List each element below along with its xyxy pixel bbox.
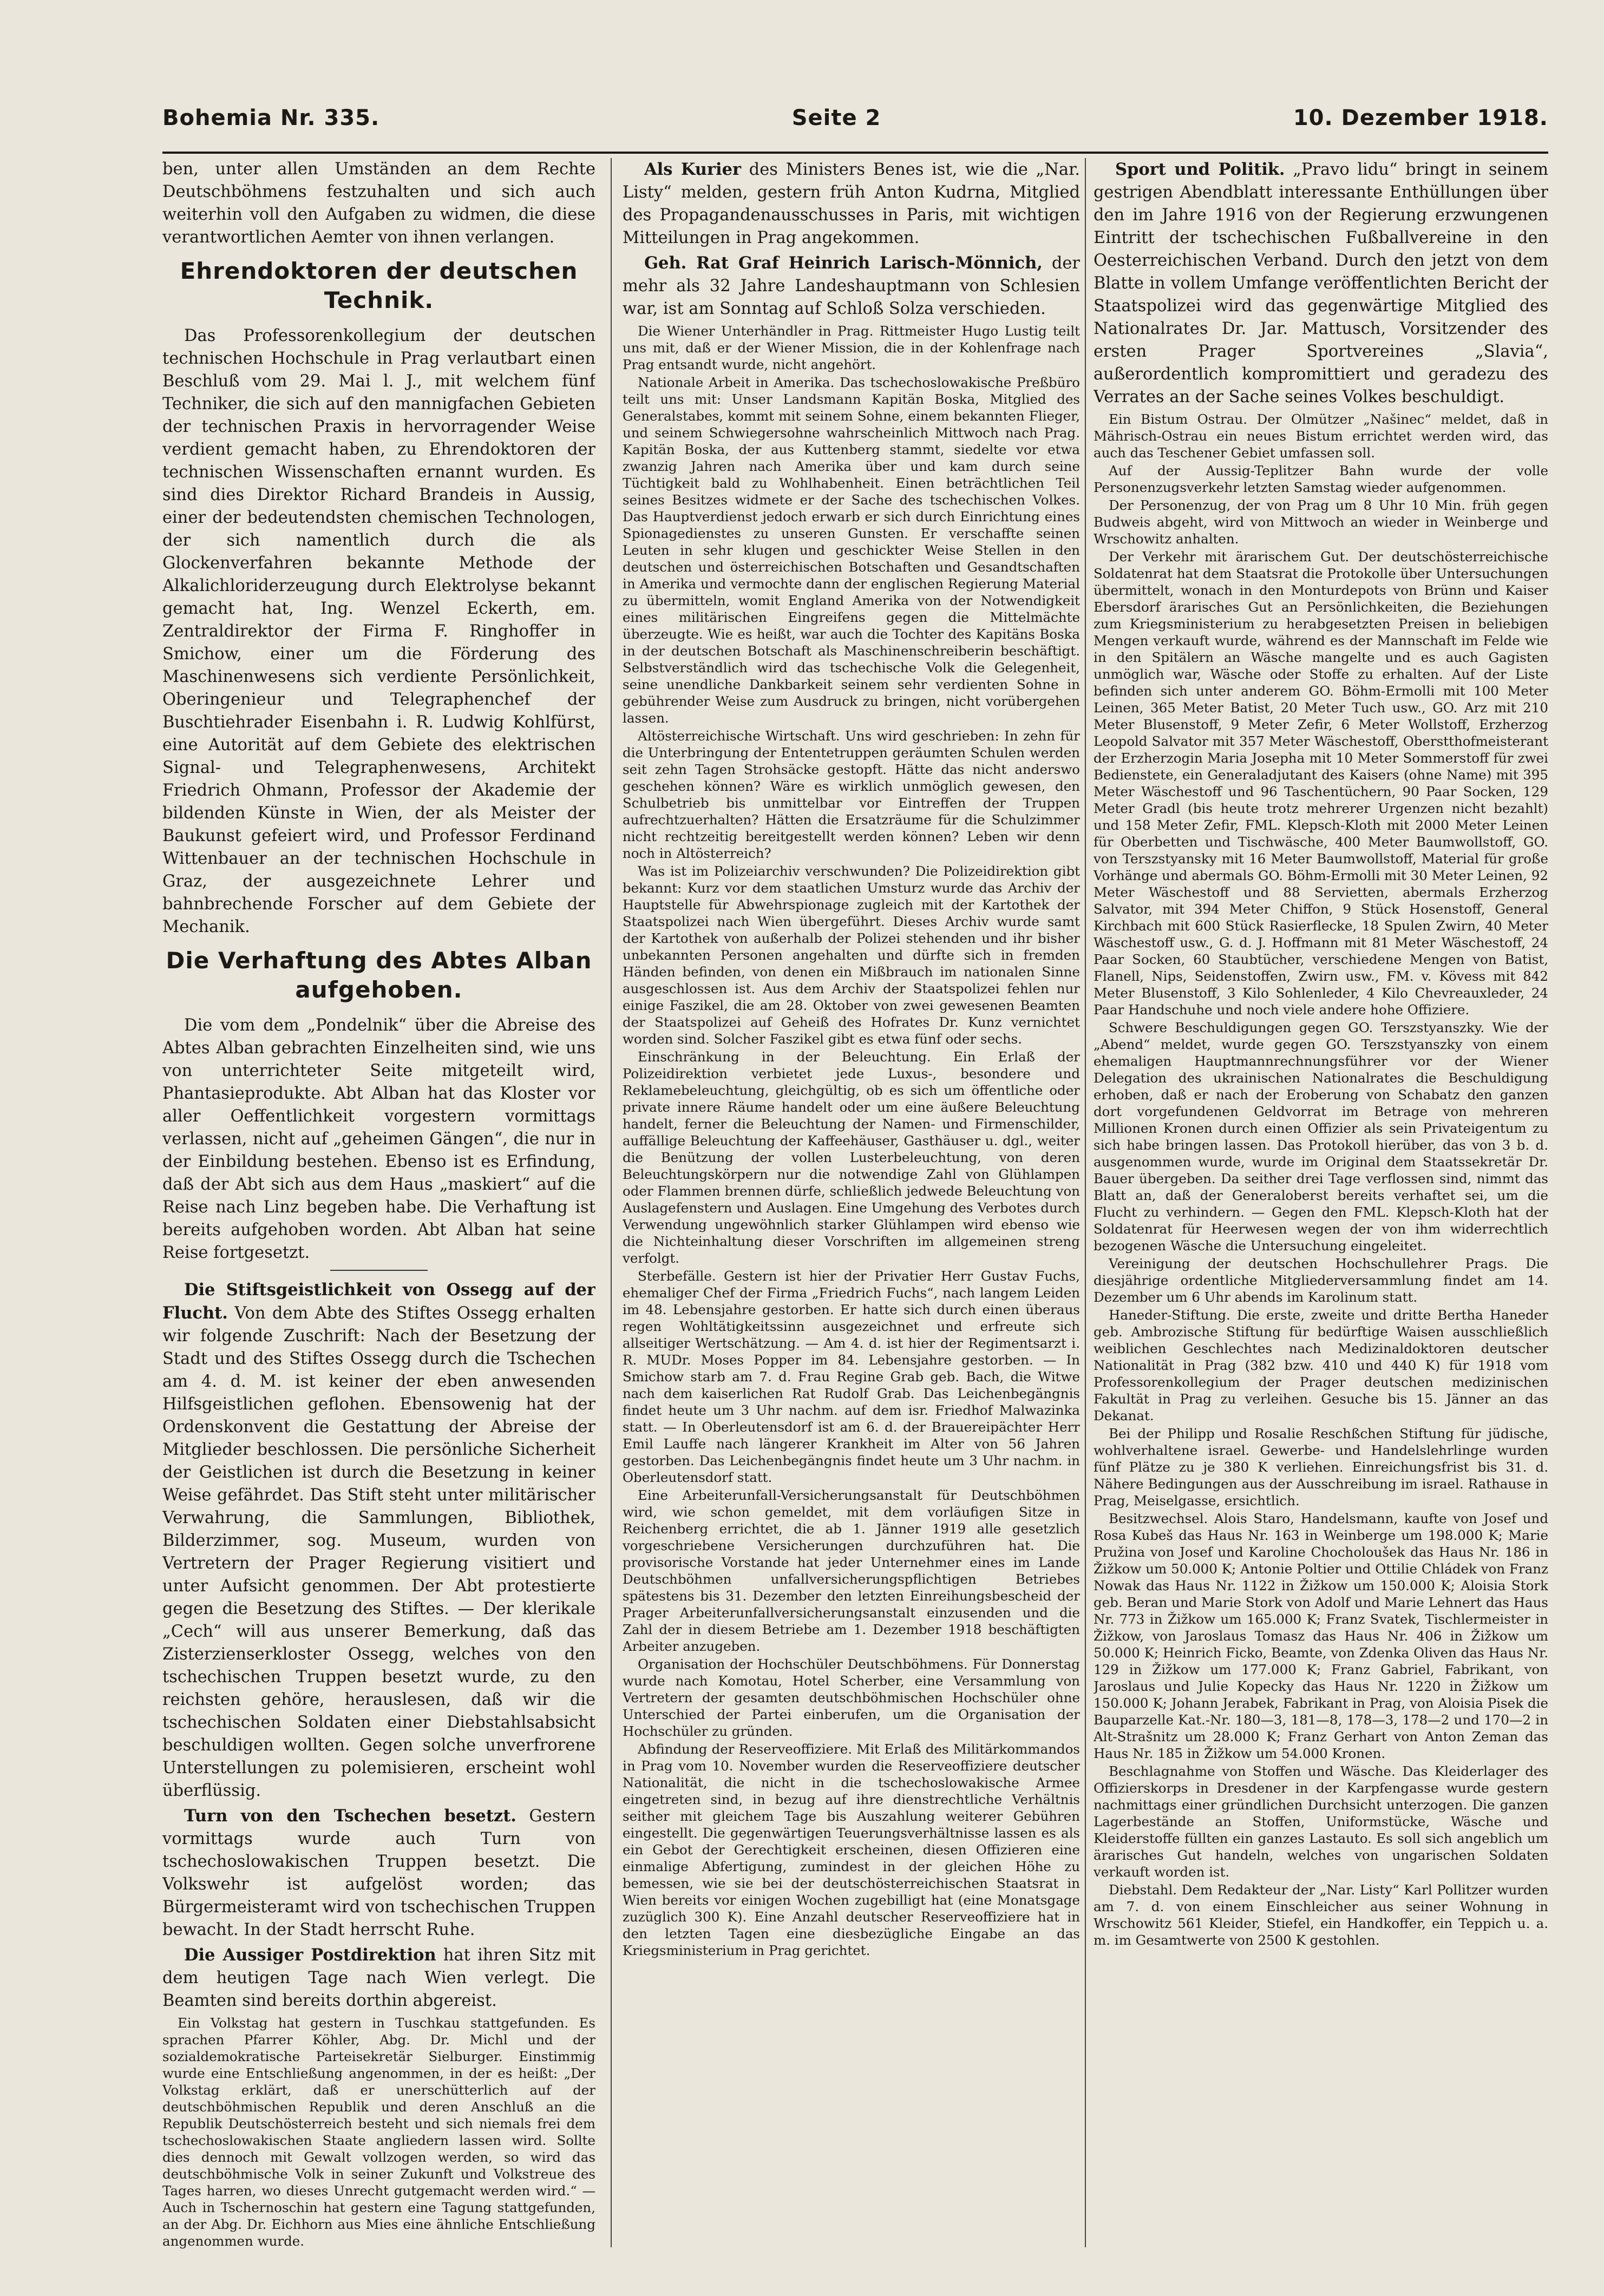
body-larisch: der mehr als 32 Jahre Landeshauptmann von Schlesien war, ist am Sonntag auf Schloß Solza verschieden.	[623, 254, 1080, 318]
separator	[330, 1270, 428, 1271]
body-postdirektion: hat ihren Sitz mit dem heutigen Tage nach Wien verlegt. Die Beamten sind bereits dorthin abgereist.	[162, 1946, 595, 2010]
headline-ehrendoktoren: Ehrendoktoren der deutschen Technik.	[180, 258, 578, 313]
article-continuation: ben, unter allen Umständen an dem Rechte Deutschböhmens festzuhalten und sich auch weiterhin voll den Aufgaben zu widmen, die diese verantwortlichen Aemter von ihnen verlangen.	[162, 160, 595, 247]
article-postdirektion	[162, 1944, 595, 2012]
notice-reserveoffiziere: Abfindung der Reserveoffiziere. Mit Erlaß des Militärkommandos in Prag vom 10. November wurden die Reserveoffiziere deutscher Nationalität, die nicht in die tschechoslowakische Armee eingetreten sind, in bezug auf ihre dienstrechtliche Verhältnis seither mit gleichem Tage bis Auszahlung weiterer Gebühren eingestellt. Die gegenwärtigen Teuerungsverhältnisse lassen es als ein Gebot der Gerechtigkeit erscheinen, diesen Offizieren eine einmalige Abfertigung, zumindest in der gleichen Höhe zu bemessen, wie sie bei der deutschösterreichischen Staatsrat in Wien bereits vor einigen Wochen zugebilligt hat (eine Monatsgage zuzüglich 300 K). Eine Anzahl deutscher Reserveoffiziere hat in den letzten Tagen eine diesbezügliche Eingabe an das Kriegsministerium in Prag gerichtet.	[623, 1741, 1080, 1958]
notice-wiener-unterhaendler: Die Wiener Unterhändler in Prag. Rittmeister Hugo Lustig teilt uns mit, daß er der Wiener Mission, die in der Kohlenfrage nach Prag entsandt wurde, nicht angehört.	[623, 323, 1080, 372]
notice-hochschueler: Organisation der Hochschüler Deutschböhmens. Für Donnerstag wurde nach Komotau, Hotel Scherber, eine Versammlung von Vertretern der gesamten deutschböhmischen Hochschüler ohne Unterschied der Partei einberufen, um die Organisation der Hochschüler zu gründen.	[623, 1656, 1080, 1739]
article-ehrendoktoren: Das Professorenkollegium der deutschen technischen Hochschule in Prag verlautbart einen Beschluß vom 29. Mai l. J., mit welchem fünf Techniker, die sich auf den mannigfachen Gebieten der technischen Praxis in hervorragender Weise verdient gemacht haben, zu Ehrendoktoren der technischen Wissenschaften ernannt wurden. Es sind dies Direktor Richard Brandeis in Aussig, einer der bedeutendsten chemischen Technologen, der sich namentlich durch die als Glockenverfahren bekannte Methode der Alkalichloriderzeugung durch Elektrolyse bekannt gemacht hat, Ing. Wenzel Eckerth, em. Zentraldirektor der Firma F. Ringhoffer in Smichow, einer um die Förderung des Maschinenwesens sich verdiente Persönlichkeit, Oberingenieur und Telegraphenchef der Buschtiehrader Eisenbahn i. R. Ludwig Kohlfürst, eine Autorität auf dem Gebiete des elektrischen Signal- und Telegraphenwesens, Architekt Friedrich Ohmann, Professor der Akademie der bildenden Künste in Wien, der als Meister der Baukunst gefeiert wird, und Professor Ferdinand Wittenbauer an der technischen Hochschule in Graz, der ausgezeichnete Lehrer und bahnbrechende Forscher auf dem Gebiete der Mechanik.	[162, 326, 595, 936]
notice-stiftung: Bei der Philipp und Rosalie Reschßchen Stiftung für jüdische, wohlverhaltene israel. Gewerbe- und Handelslehrlinge wurden fünf Plätze zu je 380 K verliehen. Einreichungsfrist bis 31. d. Nähere Bedingungen aus der Ausschreibung im israel. Rathause in Prag, Meiselgasse, ersichtlich.	[1094, 1426, 1548, 1508]
notice-haneder: Haneder-Stiftung. Die erste, zweite und dritte Bertha Haneder geb. Ambrozische Stiftung für bedürftige Waisen ausschließlich weiblichen Geschlechtes nach Medizinaldoktoren deutscher Nationalität in Prag (382 bzw. 410 und 440 K) für 1918 vom Professorenkollegium der Prager deutschen medizinischen Fakultät in Prag zu verleihen. Gesuche bis 15. Jänner an das Dekanat.	[1094, 1307, 1548, 1423]
column-3	[1094, 158, 1548, 2258]
notice-aerarisches-gut: Der Verkehr mit ärarischem Gut. Der deutschösterreichische Soldatenrat hat dem Staatsrat die Protokolle über Untersuchungen übermittelt, wonach in den Monturdepots von Brünn und Kaiser Ebersdorf ärarisches Gut an Persönlichkeiten, die Beziehungen zum Kriegsministerium zu herabgesetzten Preisen in beliebigen Mengen verkauft wurde, während es der Mannschaft im Felde wie in den Spitälern an Wäsche mangelte und es auch Gagisten unmöglich war, Wäsche oder Stoffe zu erhalten. Auf der Liste befinden sich unter anderem GO. Böhm-Ermolli mit 100 Meter Leinen, 365 Meter Batist, 20 Meter Tuch usw., GO. Arz mit 210 Meter Blusenstoff, 9 Meter Zefir, 6 Meter Wollstoff, Erzherzog Leopold Salvator mit 357 Meter Wäschestoff, Oberstthofmeisterant der Erzherzogin Maria Josepha mit 10 Meter Sommerstoff für zwei Bedienstete, ein Generaladjutant des Kaisers (ohne Name) mit 395 Meter Wäschestoff und 96 Taschentüchern, 90 Paar Socken, 129 Meter Gradl (bis heute trotz mehrerer Urgenzen nicht bezahlt) und 158 Meter Zefir, FML. Klepsch-Kloth mit 2000 Meter Leinen für Oberbetten und Tischwäsche, 400 Meter Baumwollstoff, GO. von Terszstyansky mit 16 Meter Baumwollstoff, Material für große Vorhänge und abermals GO. Böhm-Ermolli mit 30 Meter Leinen, 92 Meter Wäschestoff und 88 Servietten, abermals Erzherzog Salvator, mit 394 Meter Chiffon, 9 Stück Hosenstoff, General Kirchbach mit 600 Stück Rasierflecke, 18 Spulen Zwirn, 40 Meter Wäschestoff usw., G. d. J. Hoffmann mit 81 Meter Wäschestoff, 24 Paar Socken, 60 Staubtücher, verschiedene Mengen von Batist, Flanell, Nips, Seidenstoffen, Zwirn usw., FM. v. Kövess mit 842 Meter Blusenstoff, 3 Kilo Sohlenleder, 4 Kilo Chevreauxleder, 24 Paar Handschuhe und noch viele andere hohe Offiziere.	[1094, 549, 1548, 1018]
notice-versicherung: Eine Arbeiterunfall-Versicherungsanstalt für Deutschböhmen wird, wie schon gemeldet, mit dem vorläufigen Sitze in Reichenberg errichtet, die ab 1. Jänner 1919 alle gesetzlich vorgeschriebene Versicherungen durchzuführen hat. Die provisorische Vorstande hat jeder Unternehmer eines im Lande Deutschböhmen unfallversicherungspflichtigen Betriebes spätestens bis 31. Dezember den letzten Einreihungsbescheid der Prager Arbeiterunfallversicherungsanstalt einzusenden und die Zahl der in diesem Betriebe am 1. Dezember 1918 beschäftigten Arbeiter anzugeben.	[623, 1487, 1080, 1654]
notice-polizeiarchiv: Was ist im Polizeiarchiv verschwunden? Die Polizeidirektion gibt bekannt: Kurz vor dem staatlichen Umsturz wurde das Archiv der Hauptstelle für Abwehrspionage zugleich mit der Kartothek der Staatspolizei nach Wien übergeführt. Dieses Archiv wurde samt der Kartothek von außerhalb der Polizei stehenden und ihr bisher unbekannten Personen angehalten und dürfte sich in fremden Händen befinden, von denen ein Mißbrauch im nationalen Sinne ausgeschlossen ist. Aus dem Archiv der Staatspolizei fehlen nur einige Faszikel, die am 28. Oktober von zwei gewesenen Beamten der Staatspolizei auf Geheiß des Hofrates Dr. Kunz vernichtet worden sind. Solcher Faszikel gibt es etwa fünf oder sechs.	[623, 863, 1080, 1047]
notice-diebstahl: Diebstahl. Dem Redakteur der „Nar. Listy“ Karl Pollitzer wurden am 7. d. von einem Einschleicher aus seiner Wohnung in Wrschowitz 561 Kleider, Stiefel, ein Handkoffer, ein Teppich u. a. m. im Gesamtwerte von 2500 K gestohlen.	[1094, 1882, 1548, 1948]
article-sport-politik	[1094, 158, 1548, 409]
article-volkstag: Ein Volkstag hat gestern in Tuschkau stattgefunden. Es sprachen Pfarrer Köhler, Abg. Dr. Michl und der sozialdemokratische Parteisekretär Sielburger. Einstimmig wurde eine Entschließung angenommen, in der es heißt: „Der Volkstag erklärt, daß er unerschütterlich auf der deutschböhmischen Republik und deren Anschluß an die Republik Deutschösterreich besteht und sich niemals frei dem tschechoslowakischen Staate angliedern lassen wird. Sollte dies dennoch mit Gewalt vollzogen werden, so wird das deutschböhmische Volk in seiner Zukunft und Volkstreue des Tages harren, wo dieses Unrecht gutgemacht werden wird.“ — Auch in Tschernoschin hat gestern eine Tagung stattgefunden, an der Abg. Dr. Eichhorn aus Mies eine ähnliche Entschließung angenommen wurde.	[162, 2015, 595, 2249]
notice-hochschullehrer: Vereinigung der deutschen Hochschullehrer Prags. Die diesjährige ordentliche Mitgliederversammlung findet am 14. Dezember um 6 Uhr abends im Karolinum statt.	[1094, 1256, 1548, 1305]
page-header	[162, 106, 1548, 149]
notice-besitzwechsel: Besitzwechsel. Alois Staro, Handelsmann, kaufte von Josef und Rosa Kubeš das Haus Nr. 163 in Weinberge um 198.000 K; Marie Pružina von Josef und Karoline Chocholoušek das Haus Nr. 186 in Žižkow um 50.000 K; Antonie Poltier und Ottilie Chládek von Franz Nowak das Haus Nr. 1122 in Žižkow um 150.000 K; Aloisia Stork geb. Beran und Marie Stork von Adolf und Marie Lehnert das Haus Nr. 773 in Žižkow um 165.000 K; Franz Svatek, Tischlermeister in Žižkow, von Jaroslaus Tomasz das Haus Nr. 406 in Žižkow um 50.000 K; Heinrich Ficko, Beamte, von Zdenka Oliven das Haus Nr. 129 in Žižkow um 177.000 K; Franz Gabriel, Fabrikant, von Jaroslaus und Julie Kopecky das Haus Nr. 1220 in Žižkow um 150.000 K; Johann Jerabek, Fabrikant in Prag, von Aloisia Pisek die Bauparzelle Kat.-Nr. 180—3, 181—8, 178—3, 178—2 und 170—2 in Alt-Strašnitz um 28.000 K; Franz Gerhart von Anton Zeman das Haus Nr. 185 in Žižkow um 54.000 Kronen.	[1094, 1511, 1548, 1761]
article-larisch	[623, 252, 1080, 320]
notice-beschuldigungen: Schwere Beschuldigungen gegen GO. Terszstyanszky. Wie der „Abend“ meldet, wurde gegen GO. Terszstyanszky von einem ehemaligen Hauptmannrechnungsführer vor der Wiener Delegation des ukrainischen Nationalrates die Beschuldigung erhoben, daß er nach der Eroberung von Schabatz den ganzen dort vorgefundenen Geldvorrat im Betrage von mehreren Millionen Kronen durch einen Offizier als sein Privateigentum zu sich habe bringen lassen. Das Protokoll hierüber, das von 3 b. d. ausgenommen wurde, wurde im Original dem Staatssekretär Dr. Bauer übergeben. Da seither drei Tage verflossen sind, nimmt das Blatt an, daß der Generaloberst bereits verhaftet sei, um die Flucht zu verhindern. — Gegen den FML. Klepsch-Kloth hat der Soldatenrat für Heerwesen wegen der von ihm widerrechtlich bezogenen Wäsche die Untersuchung eingeleitet.	[1094, 1020, 1548, 1254]
article-turn	[162, 1805, 595, 1941]
page-number: Seite 2	[791, 106, 881, 130]
notice-sterbefaelle: Sterbefälle. Gestern ist hier der Privatier Herr Gustav Fuchs, ehemaliger Chef der Firma „Friedrich Fuchs“, nach langem Leiden im 48. Lebensjahre gestorben. Er hatte sich durch einen überaus regen Wohltätigkeitssinn ausgezeichnet und erfreute sich allseitiger Wertschätzung. — Am 4. d. ist hier der Regimentsarzt i. R. MUDr. Moses Popper im 84. Lebensjahre gestorben. — In Smichow starb am 7. d. Frau Regine Grab geb. Bach, die Witwe nach dem kaiserlichen Rat Rudolf Grab. Das Leichenbegängnis findet heute um 3 Uhr nachm. auf dem isr. Friedhof Malwazinka statt. — In Oberleutensdorf ist am 6. d. der Brauereipächter Herr Emil Lauffe nach längerer Krankheit im Alter von 56 Jahren gestorben. Das Leichenbegängnis findet heute um 3 Uhr nachm. in Oberleutensdorf statt.	[623, 1268, 1080, 1485]
lead-postdirektion: Die Aussiger Postdirektion	[184, 1945, 436, 1965]
issue-date: 10. Dezember 1918.	[1293, 106, 1548, 130]
header-rule	[162, 152, 1548, 154]
body-turn: Gestern vormittags wurde auch Turn von tschechoslowakischen Truppen besetzt. Die Volkswehr ist aufgelöst worden; das Bürgermeisteramt wird von tschechischen Truppen bewacht. In der Stadt herrscht Ruhe.	[162, 1807, 595, 1939]
body-ossegg: Von dem Abte des Stiftes Ossegg erhalten wir folgende Zuschrift: Nach der Besetzung der Stadt und des Stiftes Ossegg durch die Tschechen am 4. d. M. ist keiner der eben anwesenden Hilfsgeistlichen geflohen. Ebensowenig hat der Ordenskonvent die Gestattung der Abreise der Mitglieder beschlossen. Die persönliche Sicherheit der Geistlichen ist durch die Besetzung in keiner Weise gefährdet. Das Stift steht unter militärischer Verwahrung, die Sammlungen, Bibliothek, Bilderzimmer, sog. Museum, wurden von Vertretern der Prager Regierung visitiert und unter Aufsicht genommen. Der Abt protestierte gegen die Besetzung des Stiftes. — Der klerikale „Cech“ will aus unserer Bemerkung, daß das Zisterzienserkloster Ossegg, welches von den tschechischen Truppen besetzt wurde, zu den reichsten gehöre, herauslesen, daß wir die tschechischen Soldaten einer Diebstahlsabsicht beschuldigen wollten. Gegen solche unverfrorene Unterstellungen zu polemisieren, erscheint wohl überflüssig.	[162, 1304, 595, 1800]
masthead-issue: Bohemia Nr. 335.	[162, 106, 380, 130]
column-1	[162, 158, 595, 2258]
notice-beleuchtung: Einschränkung in der Beleuchtung. Ein Erlaß der Polizeidirektion verbietet jede Luxus-, besondere und Reklamebeleuchtung, gleichgültig, ob es sich um öffentliche oder private innere Räume handelt oder um eine äußere Beleuchtung handelt, ferner die Beleuchtung der Namen- und Firmenschilder, auffällige Beleuchtung der Kaffeehäuser, Gasthäuser u. dgl., weiter die Benützung der vollen Lusterbeleuchtung, von deren Beleuchtungskörpern nur die notwendige Zahl von Glühlampen oder Flammen brennen dürfe, schließlich jedwede Beleuchtung von Auslagefenstern und Auslagen. Eine Umgehung des Verbotes durch Verwendung ungewöhnlich starker Glühlampen wird ebenso wie die Nichteinhaltung dieser Vorschriften im allgemeinen streng verfolgt.	[623, 1049, 1080, 1266]
notice-altoesterreich: Altösterreichische Wirtschaft. Uns wird geschrieben: In zehn für die Unterbringung der Ententetruppen geräumten Schulen werden seit zehn Tagen Strohsäcke gestopft. Hätte das nicht anderswo geschehen können? Wäre es wirklich unmöglich gewesen, den Schulbetrieb bis unmittelbar vor Eintreffen der Truppen aufrechtzuerhalten? Hätten die Ersatzräume für die Schulzimmer nicht rechtzeitig bereitgestellt werden können? Leben wir denn noch in Altösterreich?	[623, 728, 1080, 861]
notice-beschlagnahme: Beschlagnahme von Stoffen und Wäsche. Das Kleiderlager des Offizierskorps in Dresdener in der Karpfengasse wurde gestern nachmittags einer gründlichen Durchsicht unterzogen. Die ganzen Lagerbestände an Stoffen, Uniformstücke, Wäsche und Kleiderstoffe füllten ein ganzes Lastauto. Es soll sich angeblich um ärarisches Gut handeln, welches von ungarischen Soldaten verkauft worden ist.	[1094, 1763, 1548, 1880]
article-verhaftung: Die vom dem „Pondelnik“ über die Abreise des Abtes Alban gebrachten Einzelheiten sind, wie uns von unterrichteter Seite mitgeteilt wird, Phantasieprodukte. Abt Alban hat das Kloster vor aller Oeffentlichkeit vorgestern vormittags verlassen, nicht auf „geheimen Gängen“, die nur in der Einbildung bestehen. Ebenso ist es Erfindung, daß der Abt sich aus dem Haus „maskiert“ auf die Reise nach Linz begeben habe. Die Verhaftung ist bereits aufgehoben worden. Abt Alban hat seine Reise fortgesetzt.	[162, 1016, 595, 1262]
lead-kurier: Als Kurier	[644, 160, 742, 179]
notice-bistum: Ein Bistum Ostrau. Der Olmützer „Našinec“ meldet, daß in Mährisch-Ostrau ein neues Bistum errichtet werden wird, das auch das Teschener Gebiet umfassen soll.	[1094, 411, 1548, 461]
column-2	[623, 158, 1080, 2258]
column-divider-2	[1085, 158, 1086, 2247]
headline-verhaftung: Die Verhaftung des Abtes Alban aufgehoben.	[166, 947, 592, 1003]
article-kurier	[623, 158, 1080, 250]
notice-aussig-bahn: Auf der Aussig-Teplitzer Bahn wurde der volle Personenzugsverkehr letzten Samstag wieder aufgenommen.	[1094, 463, 1548, 495]
lead-sport-politik: Sport und Politik.	[1115, 160, 1285, 179]
lead-turn: Turn von den Tschechen besetzt.	[184, 1806, 516, 1826]
body-kurier: des Ministers Benes ist, wie die „Nar. Listy“ melden, gestern früh Anton Kudrna, Mitglied des Propagandenausschusses in Paris, mit wichtigen Mitteilungen in Prag angekommen.	[623, 160, 1080, 247]
body-sport-politik: „Pravo lidu“ bringt in seinem gestrigen Abendblatt interessante Enthüllungen über den im Jahre 1916 von der Regierung erzwungenen Eintritt der tschechischen Fußballvereine in den Oesterreichischen Verband. Durch den jetzt von dem Blatte in vollem Umfange veröffentlichten Bericht der Staatspolizei wird das gegenwärtige Mitglied des Nationalrates Dr. Jar. Mattusch, Vorsitzender des ersten Prager Sportvereines „Slavia“, außerordentlich kompromittiert und geradezu des Verrates an der Sache seines Volkes beschuldigt.	[1094, 160, 1548, 406]
lead-ossegg: Die Stiftsgeistlichkeit von Ossegg auf der Flucht.	[162, 1280, 595, 1323]
column-divider-1	[611, 158, 612, 2247]
lead-larisch: Geh. Rat Graf Heinrich Larisch-Mönnich,	[644, 253, 1043, 273]
notice-nationale-arbeit: Nationale Arbeit in Amerika. Das tschechoslowakische Preßbüro teilt uns mit: Unser Landsmann Kapitän Boska, Mitglied des Generalstabes, kommt mit seinem Sohne, einem bekannten Flieger, und seinem Schwiegersohne wahrscheinlich Mittwoch nach Prag. Kapitän Boska, der aus Kuttenberg stammt, siedelte vor etwa zwanzig Jahren nach Amerika über und kam durch seine Tüchtigkeit bald zu Wohlhabenheit. Einen beträchtlichen Teil seines Besitzes widmete er der Sache des tschechischen Volkes. Das Hauptverdienst jedoch erwarb er sich durch Einrichtung eines Spionagedienstes zu unseren Gunsten. Er verschaffte seinen Leuten in sehr klugen und geschickter Weise Stellen in den deutschen und österreichischen Botschaften und Gesandtschaften in Amerika und vermochte dann der englischen Regierung Material zu übermitteln, womit England Amerika von der Notwendigkeit eines militärischen Eingreifens gegen die Mittelmächte überzeugte. Wie es heißt, war auch die Tochter des Kapitäns Boska in der deutschen Botschaft als Maschinenschreiberin beschäftigt. Selbstverständlich wird das tschechische Volk die Gelegenheit, seine unendliche Dankbarkeit seinem sehr verdienten Sohne in gebührender Weise zum Ausdruck zu bringen, nicht vorübergehen lassen.	[623, 375, 1080, 726]
article-ossegg	[162, 1278, 595, 1802]
notice-personenzug: Der Personenzug, der von Prag um 8 Uhr 10 Min. früh gegen Budweis abgeht, wird von Mittwoch an wieder in Weinberge und Wrschowitz anhalten.	[1094, 497, 1548, 547]
